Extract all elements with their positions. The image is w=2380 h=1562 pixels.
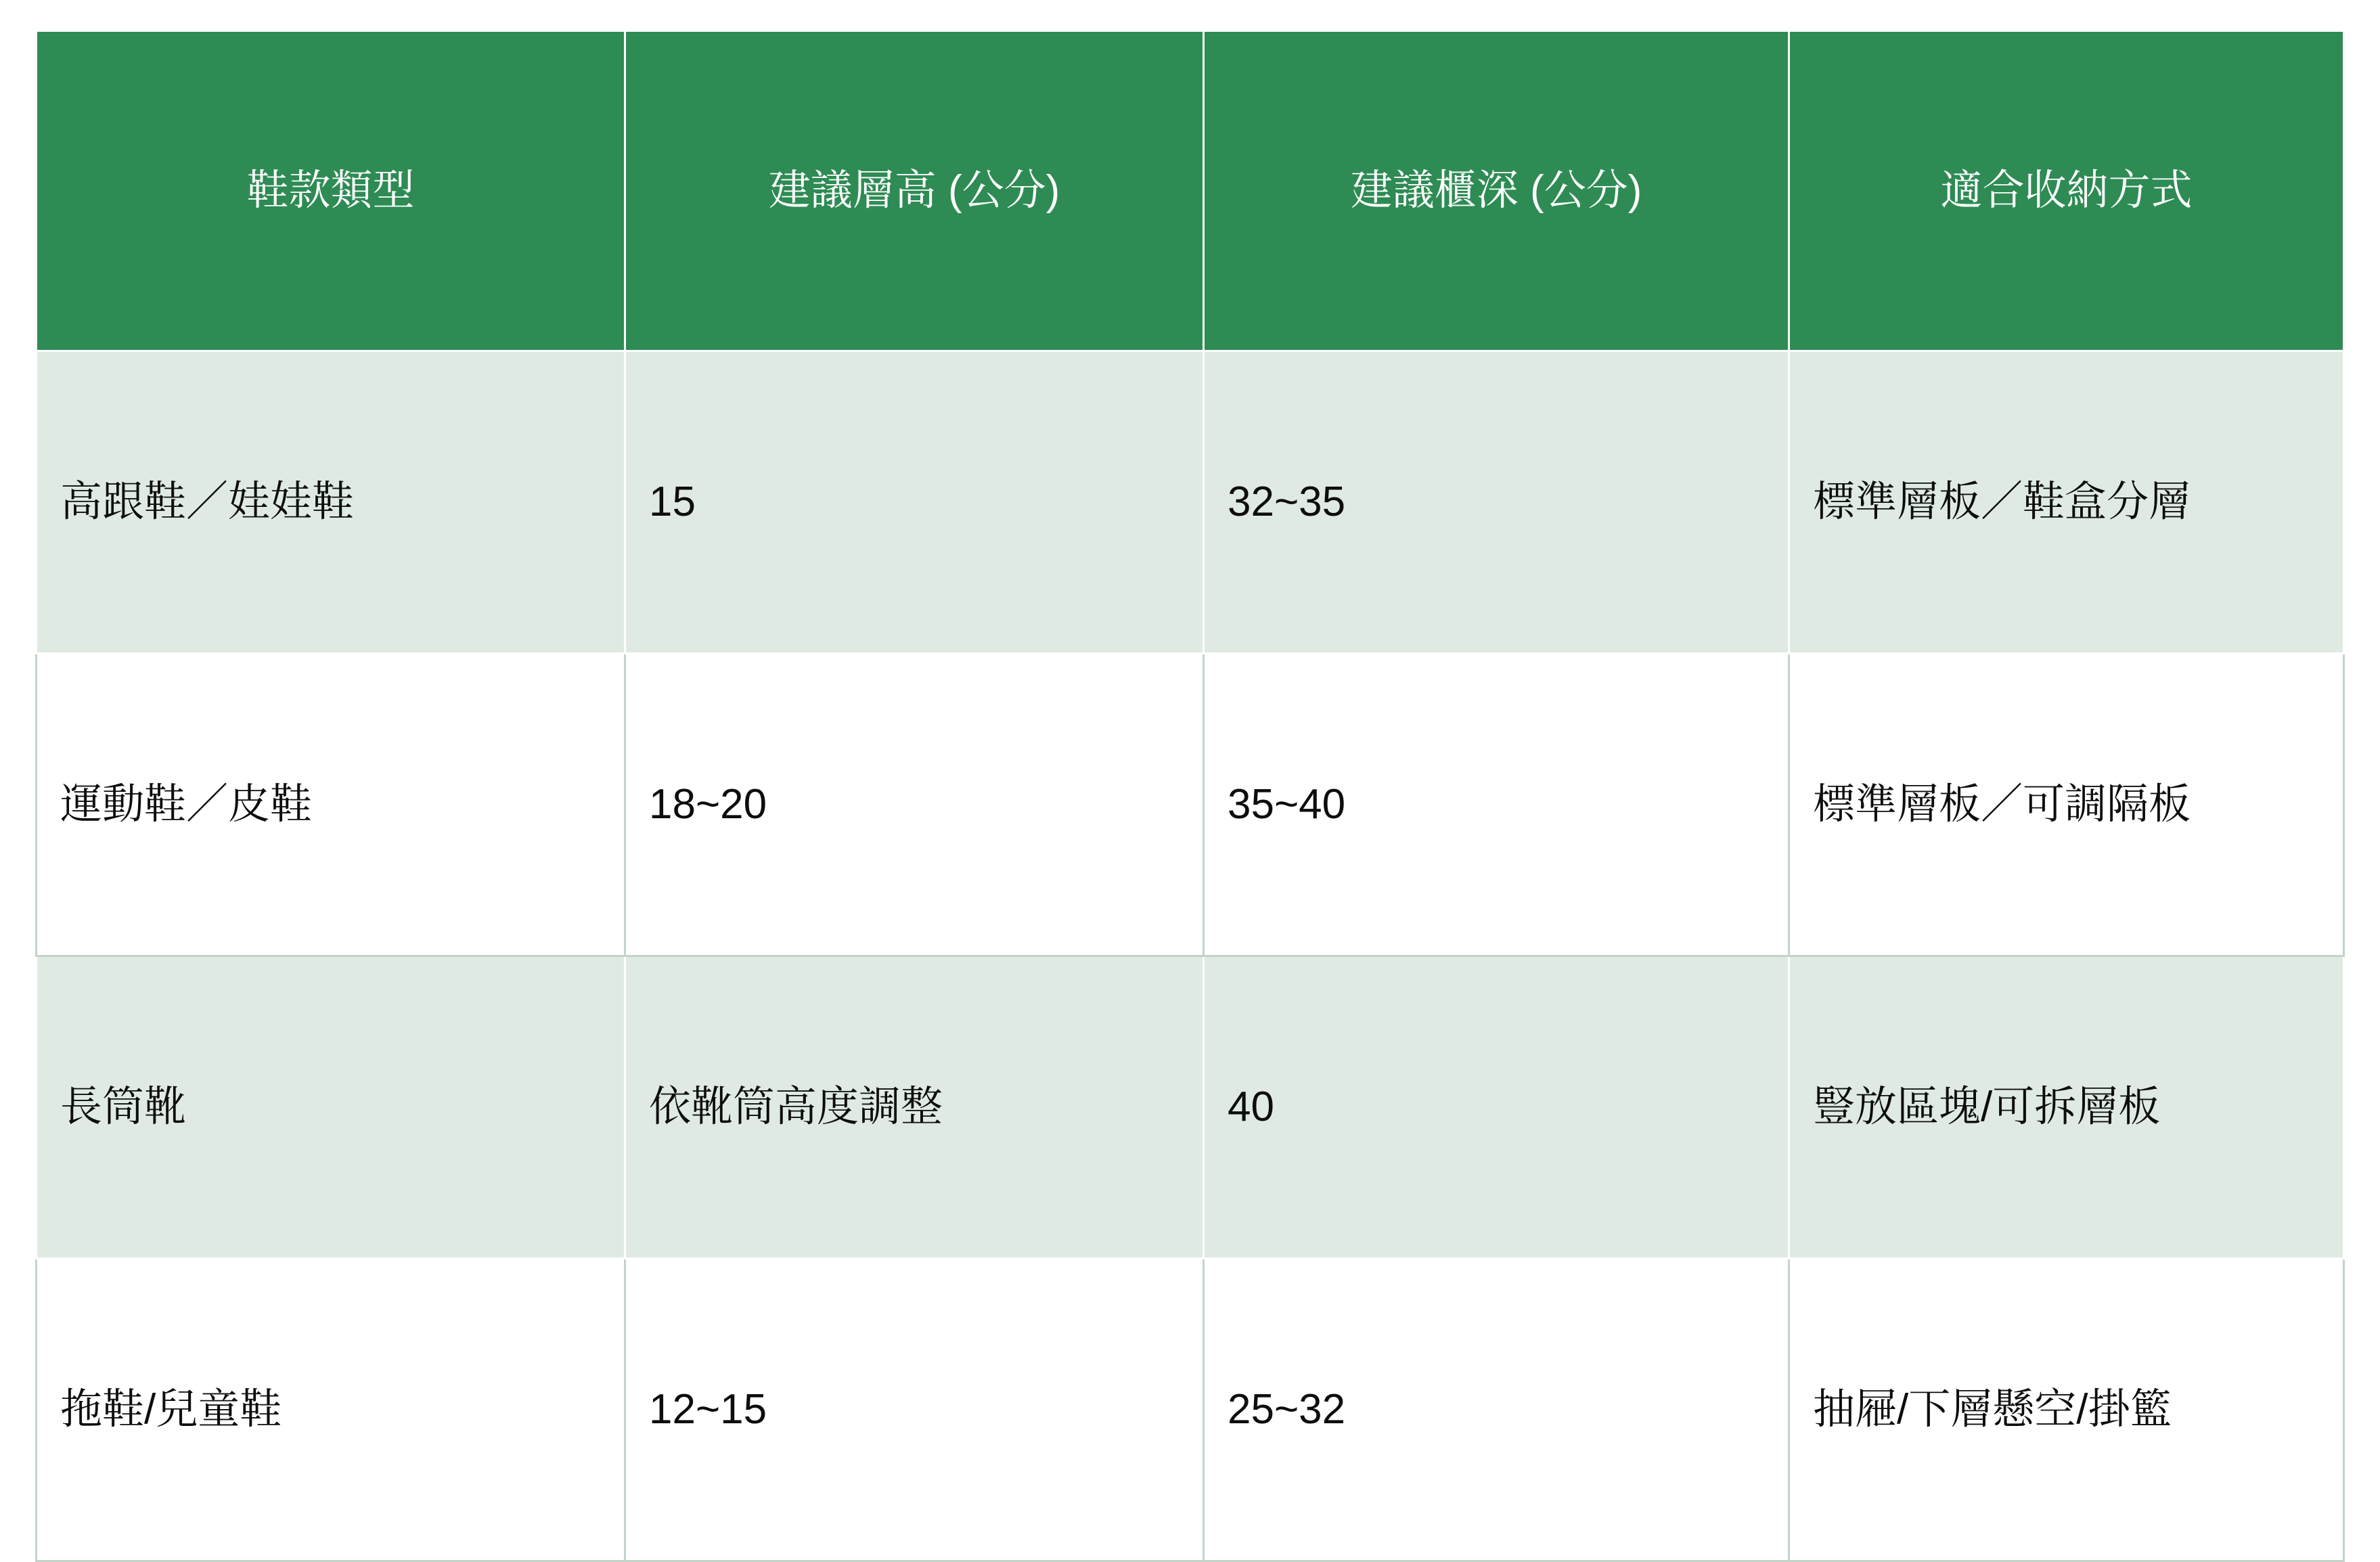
column-header-cabinet-depth: 建議櫃深 (公分) xyxy=(1204,31,1789,351)
cell-shelf-height: 依靴筒高度調整 xyxy=(625,956,1204,1259)
column-header-storage-method: 適合收納方式 xyxy=(1789,31,2344,351)
cell-cabinet-depth: 35~40 xyxy=(1204,654,1789,956)
table-body xyxy=(37,351,2344,1561)
cell-shelf-height: 18~20 xyxy=(625,654,1204,956)
table-row xyxy=(37,1259,2344,1561)
cell-shoe-type: 運動鞋／皮鞋 xyxy=(37,654,625,956)
column-header-shelf-height: 建議層高 (公分) xyxy=(625,31,1204,351)
cell-cabinet-depth: 32~35 xyxy=(1204,351,1789,654)
cell-shoe-type: 高跟鞋／娃娃鞋 xyxy=(37,351,625,654)
cell-shelf-height: 15 xyxy=(625,351,1204,654)
cell-shoe-type: 長筒靴 xyxy=(37,956,625,1259)
cell-shelf-height: 12~15 xyxy=(625,1259,1204,1561)
table-header xyxy=(37,31,2344,351)
table-row xyxy=(37,654,2344,956)
table-row xyxy=(37,956,2344,1259)
cell-storage-method: 豎放區塊/可拆層板 xyxy=(1789,956,2344,1259)
cell-cabinet-depth: 25~32 xyxy=(1204,1259,1789,1561)
column-header-shoe-type: 鞋款類型 xyxy=(37,31,625,351)
cell-storage-method: 標準層板／可調隔板 xyxy=(1789,654,2344,956)
cell-storage-method: 抽屜/下層懸空/掛籃 xyxy=(1789,1259,2344,1561)
cell-shoe-type: 拖鞋/兒童鞋 xyxy=(37,1259,625,1561)
cell-cabinet-depth: 40 xyxy=(1204,956,1789,1259)
shoe-storage-table xyxy=(35,30,2345,1562)
table-header-row xyxy=(37,31,2344,351)
table-row xyxy=(37,351,2344,654)
cell-storage-method: 標準層板／鞋盒分層 xyxy=(1789,351,2344,654)
